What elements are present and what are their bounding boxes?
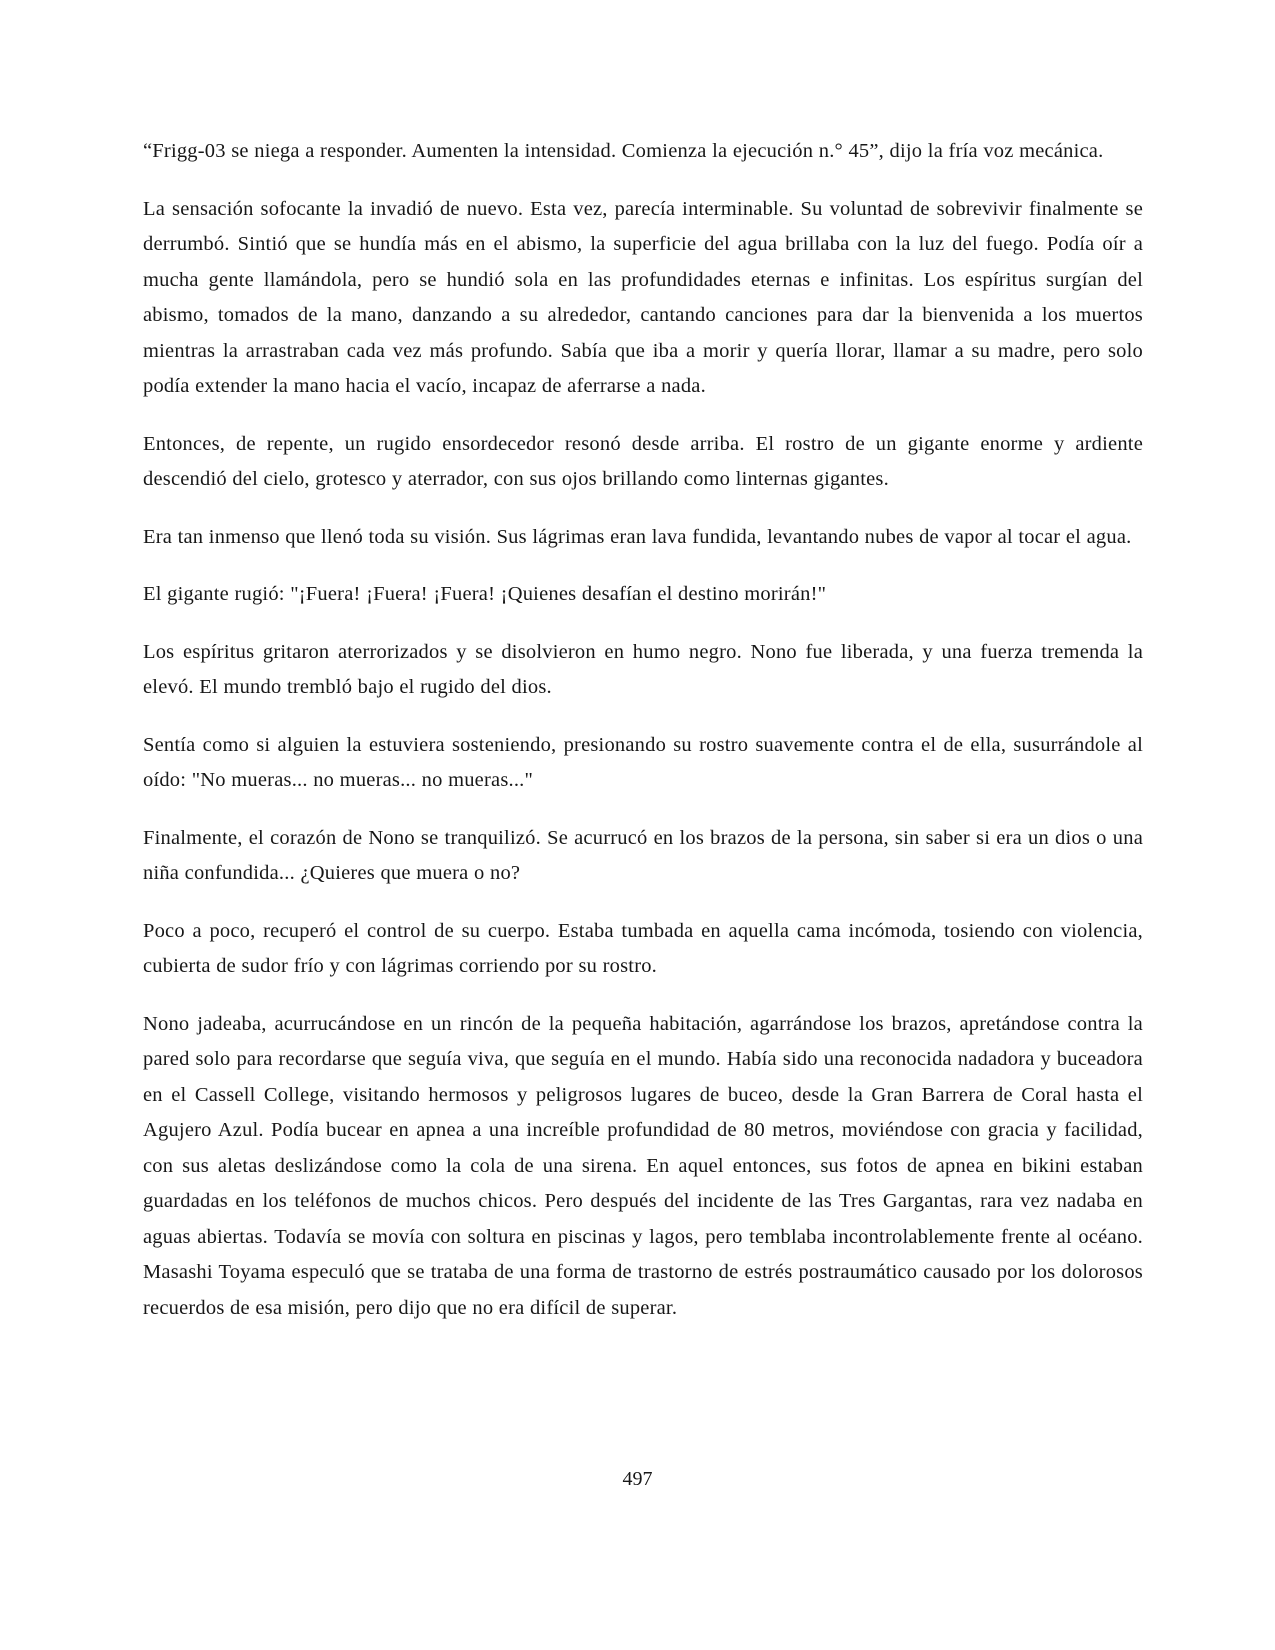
body-text-column (143, 134, 1143, 1326)
paragraph: Entonces, de repente, un rugido ensordecedor resonó desde arriba. El rostro de un gigante enorme y ardiente descendió del cielo, grotesco y aterrador, con sus ojos brillando como linternas gigantes. (143, 432, 1143, 490)
paragraph: Finalmente, el corazón de Nono se tranquilizó. Se acurrucó en los brazos de la persona, sin saber si era un dios o una niña confundida... ¿Quieres que muera o no? (143, 826, 1143, 884)
paragraph: Era tan inmenso que llenó toda su visión. Sus lágrimas eran lava fundida, levantando nubes de vapor al tocar el agua. (143, 525, 1132, 548)
paragraph: Nono jadeaba, acurrucándose en un rincón de la pequeña habitación, agarrándose los brazos, apretándose contra la pared solo para recordarse que seguía viva, que seguía en el mundo. Había sido una reconocida nadadora y buceadora en el Cassell College, visitando hermosos y peligrosos lugares de buceo, desde la Gran Barrera de Coral hasta el Agujero Azul. Podía bucear en apnea a una increíble profundidad de 80 metros, moviéndose con gracia y facilidad, con sus aletas deslizándose como la cola de una sirena. En aquel entonces, sus fotos de apnea en bikini estaban guardadas en los teléfonos de muchos chicos. Pero después del incidente de las Tres Gargantas, rara vez nadaba en aguas abiertas. Todavía se movía con soltura en piscinas y lagos, pero temblaba incontrolablemente frente al océano. Masashi Toyama especuló que se trataba de una forma de trastorno de estrés postraumático causado por los dolorosos recuerdos de esa misión, pero dijo que no era difícil de superar. (143, 1012, 1143, 1319)
page-number: 497 (622, 1468, 653, 1490)
paragraph: Poco a poco, recuperó el control de su cuerpo. Estaba tumbada en aquella cama incómoda, tosiendo con violencia, cubierta de sudor frío y con lágrimas corriendo por su rostro. (143, 919, 1143, 977)
page-footer (0, 1467, 1275, 1491)
paragraph: Sentía como si alguien la estuviera sosteniendo, presionando su rostro suavemente contra el de ella, susurrándole al oído: "No mueras... no mueras... no mueras..." (143, 733, 1143, 791)
paragraph: “Frigg-03 se niega a responder. Aumenten la intensidad. Comienza la ejecución n.° 45”, dijo la fría voz mecánica. (143, 140, 1104, 162)
paragraph: El gigante rugió: "¡Fuera! ¡Fuera! ¡Fuera! ¡Quienes desafían el destino morirán!" (143, 583, 827, 605)
paragraph: Los espíritus gritaron aterrorizados y se disolvieron en humo negro. Nono fue liberada, y una fuerza tremenda la elevó. El mundo trembló bajo el rugido del dios. (143, 640, 1143, 698)
paragraph: La sensación sofocante la invadió de nuevo. Esta vez, parecía interminable. Su voluntad de sobrevivir finalmente se derrumbó. Sintió que se hundía más en el abismo, la superficie del agua brillaba con la luz del fuego. Podía oír a mucha gente llamándola, pero se hundió sola en las profundidades eternas e infinitas. Los espíritus surgían del abismo, tomados de la mano, danzando a su alrededor, cantando canciones para dar la bienvenida a los muertos mientras la arrastraban cada vez más profundo. Sabía que iba a morir y quería llorar, llamar a su madre, pero solo podía extender la mano hacia el vacío, incapaz de aferrarse a nada. (143, 197, 1143, 397)
